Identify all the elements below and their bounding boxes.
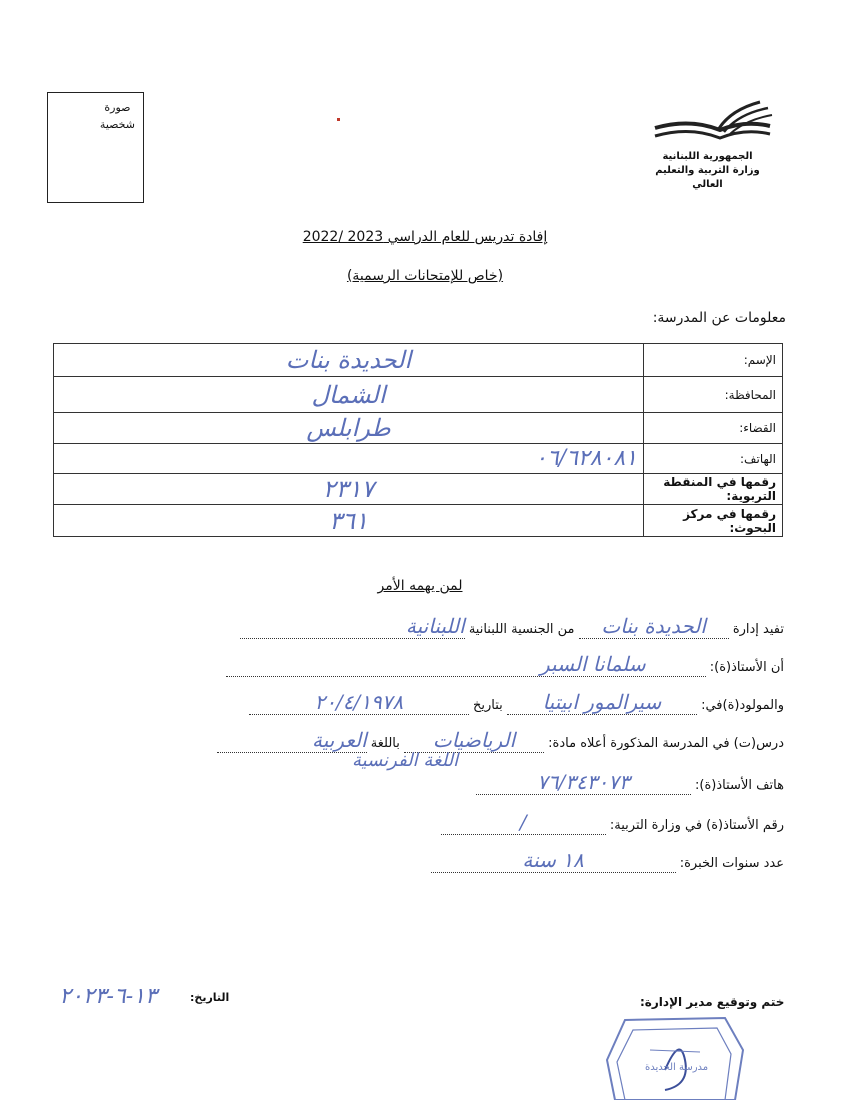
region-number-label: رقمها في المنقطة التربوية: xyxy=(644,474,783,505)
speck xyxy=(337,118,340,121)
page-subtitle: (خاص للإمتحانات الرسمية) xyxy=(346,268,504,284)
region-number-value: ٢٣١٧ xyxy=(54,474,644,505)
district-label: القضاء: xyxy=(644,413,783,444)
research-number-value: ٣٦١ xyxy=(54,505,644,537)
country-name: الجمهورية اللبنانية xyxy=(662,151,753,162)
teacher-name-field: سلمانا السبر xyxy=(226,652,706,677)
photo-placeholder xyxy=(47,92,144,203)
extra-language: اللغة الفرنسية xyxy=(352,750,459,771)
birthdate-field: ٢٠/٤/١٩٧٨ xyxy=(249,690,469,715)
table-row xyxy=(54,505,783,537)
district-value: طرابلس xyxy=(54,413,644,444)
cert-line-5: هاتف الأستاذ(ة): ٧٦/٣٤٣٠٧٣ xyxy=(476,770,784,795)
date-value: ١٣-٦-٢٠٢٣ xyxy=(59,984,157,1009)
stamp-text: مدرسة الحديدة xyxy=(645,1062,709,1073)
table-row xyxy=(54,474,783,505)
school-field: الحديدة بنات xyxy=(579,614,729,639)
signature-label: ختم وتوقيع مدير الإدارة: xyxy=(640,995,785,1009)
ministry-name: وزارة التربية والتعليم العالي xyxy=(655,165,760,190)
school-name-value: الحديدة بنات xyxy=(54,344,644,377)
ministry-logo-icon xyxy=(650,100,775,150)
ministry-number-field: / xyxy=(441,810,606,835)
school-name-label: الإسم: xyxy=(644,344,783,377)
school-stamp-icon xyxy=(605,1010,745,1100)
phone-label: الهاتف: xyxy=(644,444,783,474)
table-row xyxy=(54,344,783,377)
table-row xyxy=(54,377,783,413)
subject-field: الرياضيات xyxy=(404,728,544,753)
cert-line-7: عدد سنوات الخبرة: ١٨ سنة xyxy=(431,848,784,873)
research-number-label: رقمها في مركز البحوث: xyxy=(644,505,783,537)
cert-line-2: أن الأستاذ(ة): سلمانا السبر xyxy=(226,652,784,677)
photo-label: صورة شخصية xyxy=(99,101,135,131)
birthplace-field: سيرالمور ابيتيا xyxy=(507,690,697,715)
date-label: التاريخ: xyxy=(190,991,230,1004)
nationality-field: اللبنانية xyxy=(240,614,465,639)
page-title: إفادة تدريس للعام الدراسي 2023 /2022 xyxy=(302,229,548,245)
governorate-value: الشمال xyxy=(54,377,644,413)
cert-line-4: درس(ت) في المدرسة المذكورة أعلاه مادة: الرياضيات باللغة العربية xyxy=(217,728,784,753)
table-row xyxy=(54,413,783,444)
phone-value: ٠٦/٦٢٨٠٨١ xyxy=(54,444,644,474)
governorate-label: المحافظة: xyxy=(644,377,783,413)
table-row xyxy=(54,444,783,474)
cert-line-1: تفيد إدارة الحديدة بنات من الجنسية اللبنانية اللبنانية xyxy=(240,614,784,639)
to-whom-heading: لمن يهمه الأمر xyxy=(377,578,463,594)
experience-field: ١٨ سنة xyxy=(431,848,676,873)
teacher-phone-field: ٧٦/٣٤٣٠٧٣ xyxy=(476,770,691,795)
cert-line-6: رقم الأستاذ(ة) في وزارة التربية: / xyxy=(441,810,784,835)
cert-line-3: والمولود(ة)في: سيرالمور ابيتيا بتاريخ ٢٠/٤/١٩٧٨ xyxy=(249,690,784,715)
language-field: العربية xyxy=(217,728,367,753)
school-info-table xyxy=(53,343,783,537)
ministry-header xyxy=(640,150,775,192)
school-info-heading: معلومات عن المدرسة: xyxy=(652,310,786,326)
